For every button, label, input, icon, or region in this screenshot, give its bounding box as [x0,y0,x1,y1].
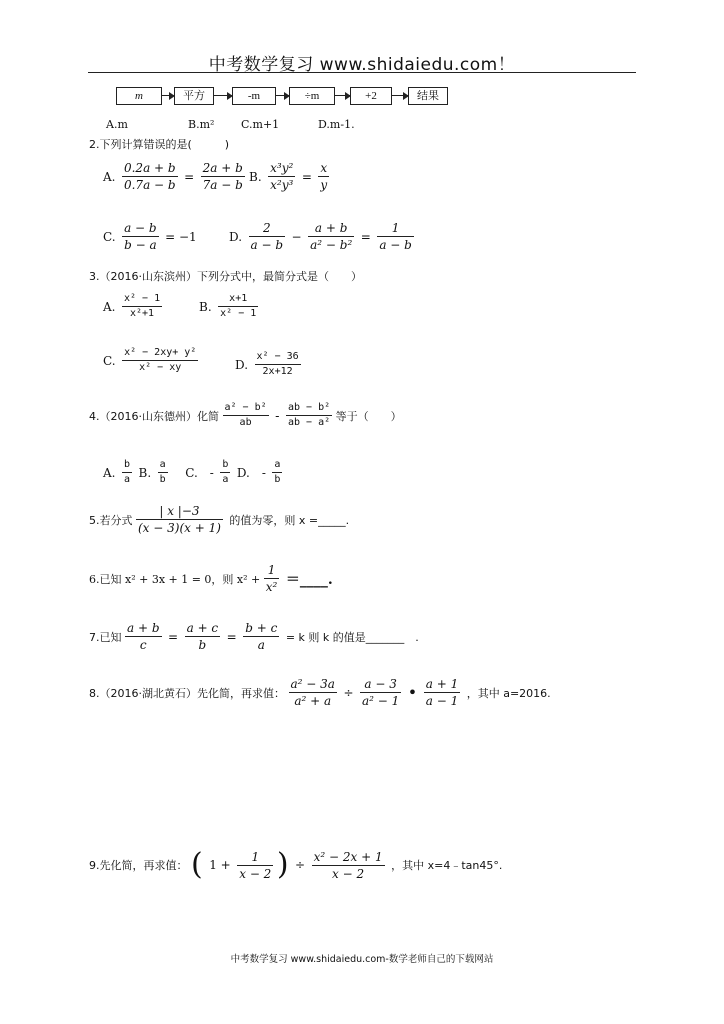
fraction [185,620,221,653]
q7-pre: 7.已知 [89,630,122,644]
equals: = [168,629,179,644]
numerator: a + 1 [425,677,459,691]
fraction [289,676,337,709]
q3-stem: 3.（2016·山东滨州）下列分式中，最简分式是（ ） [89,270,362,283]
numerator: a² − b² [223,401,269,416]
header-rule [88,72,636,73]
q4-stem-post: 等于（ ） [335,409,402,423]
fraction [360,676,401,709]
fraction [218,292,258,321]
q7 [89,620,422,653]
denominator: a − b [250,238,284,252]
option-label: D. - [236,466,266,480]
numerator: a + c [186,621,219,635]
option-label: C. - [185,466,214,480]
option-label: A. [103,169,116,184]
fraction [308,220,354,253]
option-label: C. [103,229,116,244]
fraction [249,220,286,253]
numerator: a + b [127,621,160,635]
q5 [89,503,352,536]
flow-box-result: 结果 [408,87,448,105]
denominator: x²y³ [270,178,294,192]
q2-option-a [100,160,245,193]
numerator: 1 [237,849,273,866]
q6 [89,562,336,595]
q5-post: 的值为零，则 x =_____. [229,513,350,527]
flow-arrow [391,95,408,96]
numerator: x² − 36 [255,350,301,365]
q6-pre: 6.已知 x² + 3x + 1 = 0，则 x² + [89,572,261,586]
flow-box-minus-m: -m [232,87,276,105]
denominator: x² [265,580,278,594]
fraction [268,160,295,193]
option-label: D. [235,357,249,372]
fraction [312,849,385,882]
numerator: a + b [308,220,354,237]
divide: ÷ [343,685,354,700]
equals-text: = −1 [165,229,197,244]
divide: ÷ [295,858,306,872]
q1-option-d: D.m-1. [318,118,355,131]
numerator: x [320,161,328,175]
flow-box-square: 平方 [174,87,214,105]
denominator: b [274,474,281,485]
numerator: x³y² [270,161,294,175]
numerator: x+1 [218,292,258,307]
q8 [89,676,554,709]
fraction [125,620,162,653]
q1-option-a: A.m [106,118,128,131]
numerator: a − b [124,221,157,235]
numerator: x² − 2x + 1 [313,849,383,864]
fraction [136,503,223,536]
fraction [122,458,132,487]
q2-stem: 2.下列计算错误的是( ) [89,138,230,151]
denominator: a [222,474,229,485]
equals: = [360,229,371,244]
denominator: 2x+12 [262,366,293,377]
option-label: B. [138,465,152,480]
q4-stem [89,401,402,430]
equals: = [226,629,237,644]
fraction [424,676,460,709]
q6-post: ＝____. [285,571,333,588]
option-label: B. [199,299,212,314]
q3-option-b [196,292,258,321]
fraction [272,458,282,487]
denominator: x − 2 [239,866,272,881]
numerator: 1 [264,562,280,579]
fraction [158,458,168,487]
q8-pre: 8.（2016·湖北黄石）先化简，再求值： [89,686,285,700]
numerator: b [220,458,230,473]
numerator: a [272,458,282,473]
denominator: a² − 1 [362,694,400,708]
denominator: (x − 3)(x + 1) [138,521,221,535]
fraction [201,160,245,193]
q2-option-d [226,220,414,253]
denominator: x² − xy [139,362,182,373]
flow-box-input: m [116,87,162,105]
equals: = [184,169,195,184]
minus: - [275,408,280,423]
denominator: y [320,178,328,192]
flow-arrow [213,95,232,96]
fraction [223,401,269,430]
q8-post: ，其中 a=2016. [466,686,551,700]
minus: − [291,229,302,244]
q5-pre: 5.若分式 [89,513,133,527]
denominator: b [198,638,207,652]
fraction [237,849,273,882]
denominator: x − 2 [332,866,365,881]
numerator: | x |−3 [136,503,223,520]
denominator: x²+1 [130,308,155,319]
denominator: ab [239,417,252,428]
numerator: a² − 3a [290,677,335,691]
denominator: ab − a² [288,417,331,428]
numerator: x² − 1 [122,292,162,307]
denominator: a [257,638,265,652]
q9-post: ，其中 x=4﹣tan45°. [391,859,503,872]
denominator: 7a − b [202,178,243,192]
denominator: 0.7a − b [123,178,176,192]
q2-option-b [246,160,329,193]
denominator: b − a [124,238,157,252]
option-label: A. [103,299,116,314]
fraction [286,401,332,430]
fraction [122,292,162,321]
right-paren: ) [276,847,289,882]
numerator: 1 [377,220,414,237]
page-footer: 中考数学复习 www.shidaiedu.com-数学老师自己的下载网站 [230,954,494,965]
denominator: x² − 1 [220,308,257,319]
option-label: D. [229,229,243,244]
numerator: x² − 2xy+ y² [122,346,198,361]
left-paren: ( [191,847,203,882]
fraction [243,620,279,653]
page-header: 中考数学复习 www.shidaiedu.com！ [208,55,516,75]
fraction [318,160,329,193]
numerator: 2 [249,220,286,237]
numerator: a [158,458,168,473]
q4-options [100,458,282,487]
q7-post: = k 则 k 的值是_______ . [285,630,419,644]
q9 [89,848,505,882]
q3-option-a [100,292,162,321]
flow-box-plus-2: +2 [350,87,392,105]
denominator: b [159,474,166,485]
numerator: ab − b² [286,401,332,416]
option-label: A. [103,465,116,480]
q3-option-d [232,350,301,379]
option-label: B. [249,169,262,184]
q1-option-c: C.m+1 [241,118,280,131]
flow-box-divide-m: ÷m [289,87,335,105]
option-label: C. [103,353,116,368]
numerator: b + c [245,621,278,635]
q3-option-c [100,346,198,375]
denominator: a − b [379,238,412,252]
fraction [377,220,414,253]
denominator: a − 1 [425,694,459,708]
q4-stem-pre: 4.（2016·山东德州）化简 [89,409,219,423]
denominator: a² − b² [310,238,353,252]
numerator: b [122,458,132,473]
flow-arrow [161,95,174,96]
denominator: a² + a [294,694,332,708]
numerator: 0.2a + b [123,161,176,175]
multiply-dot: • [407,683,418,702]
denominator: c [139,638,147,652]
flow-arrow [334,95,350,96]
numerator: 2a + b [202,161,243,175]
equals: = [301,169,312,184]
fraction [220,458,230,487]
numerator: a − 3 [360,676,401,693]
fraction [122,346,198,375]
fraction [264,562,280,595]
one-plus: 1 + [209,858,231,872]
q9-pre: 9.先化简，再求值： [89,859,188,872]
q1-option-b: B.m² [188,118,215,131]
fraction [122,220,159,253]
fraction [122,160,178,193]
flow-arrow [275,95,289,96]
fraction [255,350,301,379]
denominator: a [123,474,131,485]
q2-option-c [100,220,200,253]
